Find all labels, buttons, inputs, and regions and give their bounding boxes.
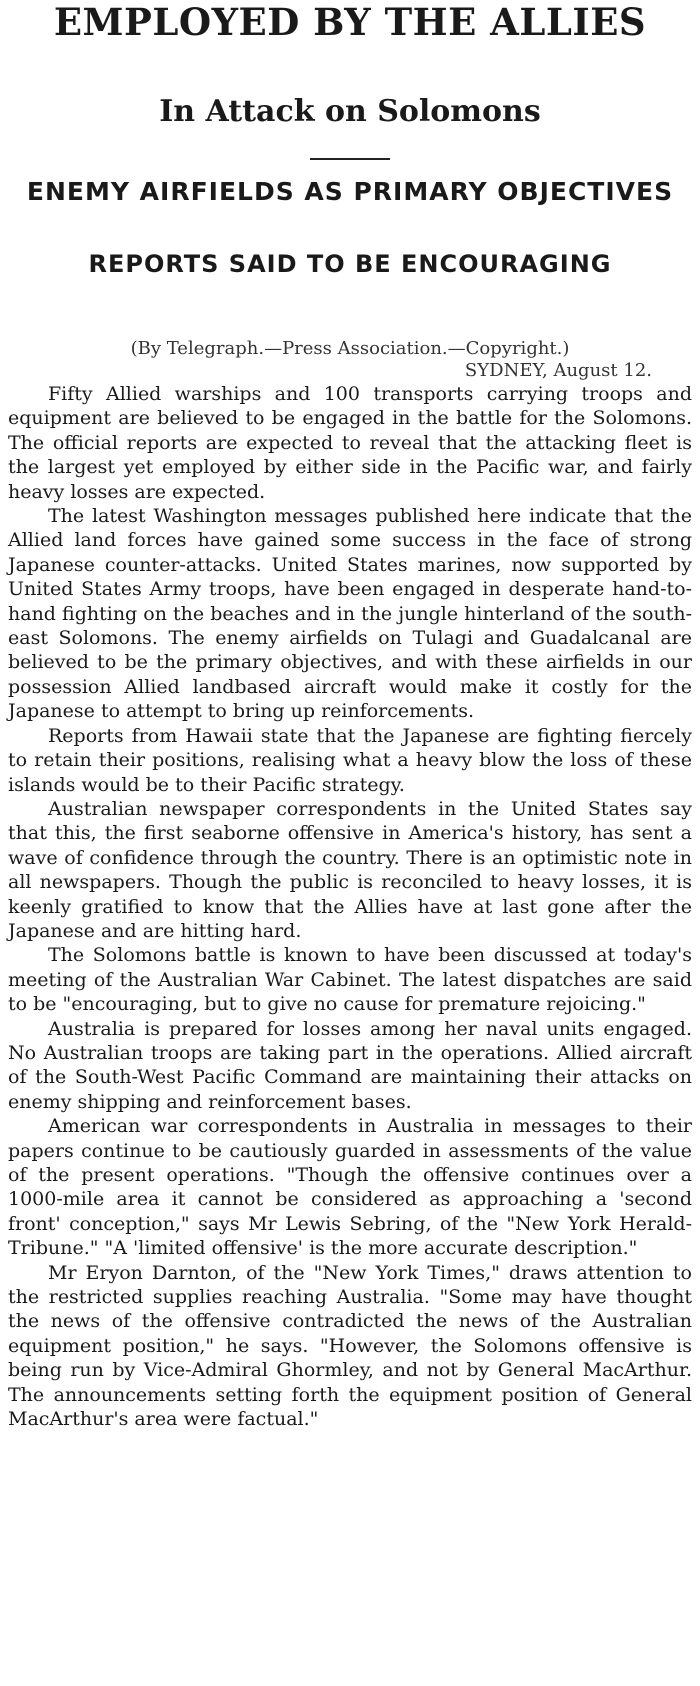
headline: EMPLOYED BY THE ALLIES [53,0,647,44]
subheadline: In Attack on Solomons [159,94,541,129]
wire-credit: (By Telegraph.—Press Association.—Copyright.) [130,338,570,359]
article-body [8,382,692,1431]
body-paragraph: The latest Washington messages published here indicate that the Allied land forces have gained some success in the face of strong Japanese counter-attacks. United States marines, now supported by United States Army troops, have been engaged in desperate hand-to-hand fighting on the beaches and in the jungle hinterland of the south-east Solomons. The enemy airfields on Tulagi and Guadalcanal are believed to be the primary objectives, and with these airfields in our possession Allied landbased aircraft would make it costly for the Japanese to attempt to bring up reinforcements. [8,505,692,723]
body-paragraph: Australia is prepared for losses among her naval units engaged. No Australian troops are taking part in the operations. Allied aircraft of the South-West Pacific Command are maintaining their attacks on enemy shipping and reinforcement bases. [8,1017,692,1113]
deck-secondary: REPORTS SAID TO BE ENCOURAGING [88,250,612,278]
deck-primary: ENEMY AIRFIELDS AS PRIMARY OBJECTIVES [26,177,674,206]
body-paragraph: American war correspondents in Australia in messages to their papers continue to be cautiously guarded in assessments of the value of the present operations. "Though the offensive continues over a 1000-mile area it cannot be considered as approaching a 'second front' conception," says Mr Lewis Sebring, of the "New York Herald-Tribune." "A 'limited offensive' is the more accurate description." [8,1115,692,1260]
body-paragraph: The Solomons battle is known to have been discussed at today's meeting of the Australian War Cabinet. The latest dispatches are said to be "encouraging, but to give no cause for premature rejoicing." [8,944,692,1016]
dateline: SYDNEY, August 12. [464,360,652,381]
body-paragraph: Australian newspaper correspondents in the United States say that this, the first seaborne offensive in America's history, has sent a wave of confidence through the country. There is an optimistic note in all newspapers. Though the public is reconciled to heavy losses, it is keenly gratified to know that the Allies have at last gone after the Japanese and are hitting hard. [8,797,692,942]
body-paragraph: Reports from Hawaii state that the Japanese are fighting fiercely to retain their positions, realising what a heavy blow the loss of these islands would be to their Pacific strategy. [8,724,692,796]
divider-rule-1 [310,158,390,160]
body-paragraph: Fifty Allied warships and 100 transports carrying troops and equipment are believed to be engaged in the battle for the Solomons. The official reports are expected to reveal that the attacking fleet is the largest yet employed by either side in the Pacific war, and fairly heavy losses are expected. [8,383,692,503]
body-paragraph: Mr Eryon Darnton, of the "New York Times," draws attention to the restricted supplies reaching Australia. "Some may have thought the news of the offensive contradicted the news of the Australian equipment position," he says. "However, the Solomons offensive is being run by Vice-Admiral Ghormley, and not by General MacArthur. The announcements setting forth the equipment position of General MacArthur's area were factual." [8,1261,692,1431]
